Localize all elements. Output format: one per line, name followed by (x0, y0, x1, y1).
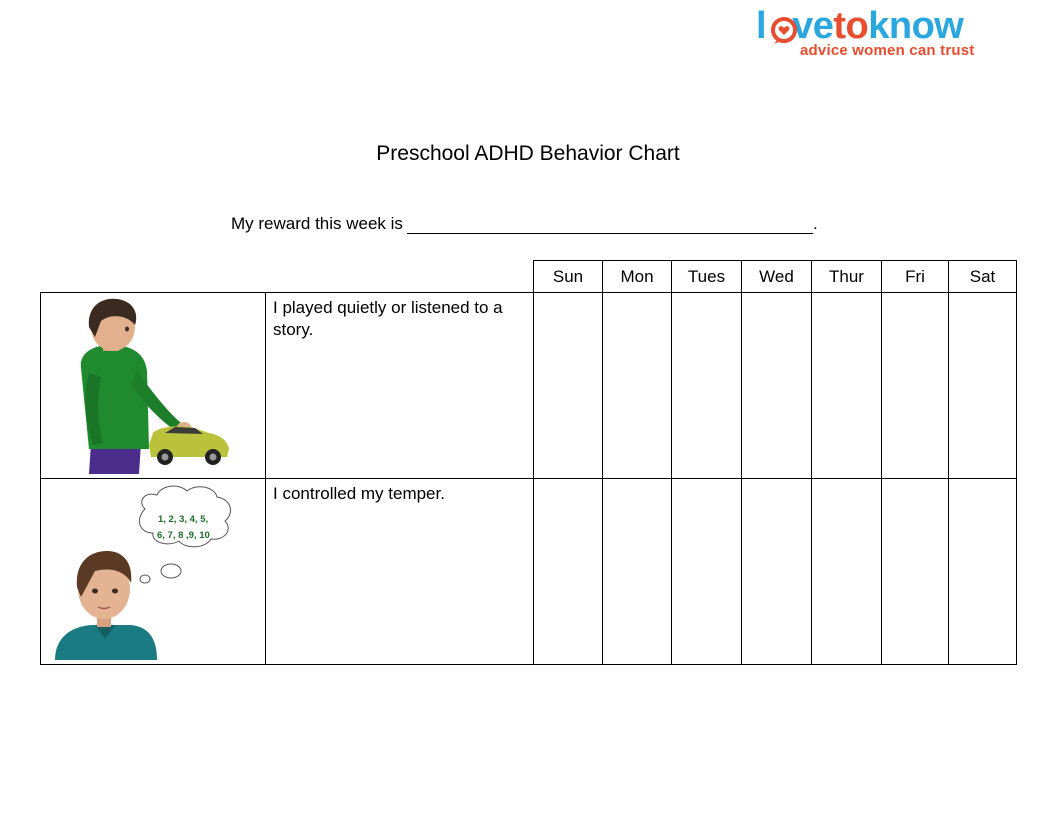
page-title: Preschool ADHD Behavior Chart (376, 142, 680, 165)
logo-letters-to: to (833, 5, 869, 47)
logo-letter-l: l (756, 5, 767, 47)
check-cell-sun[interactable] (534, 479, 603, 665)
behavior-text: I controlled my temper. (266, 479, 534, 665)
check-cell-wed[interactable] (742, 293, 812, 479)
check-cell-sun[interactable] (534, 293, 603, 479)
behavior-row-2 (41, 479, 1017, 665)
check-cell-wed[interactable] (742, 479, 812, 665)
logo-letters-ve: ve (792, 5, 834, 47)
check-cell-thur[interactable] (812, 293, 882, 479)
day-header-sat: Sat (949, 261, 1017, 293)
check-cell-tues[interactable] (672, 479, 742, 665)
day-header-tues: Tues (672, 261, 742, 293)
reward-line (231, 214, 818, 234)
logo-tagline: advice women can trust (800, 42, 975, 59)
check-cell-thur[interactable] (812, 479, 882, 665)
day-header-thur: Thur (812, 261, 882, 293)
heart-o-icon (770, 16, 798, 44)
day-header-mon: Mon (603, 261, 672, 293)
boy-counting-image (41, 479, 266, 665)
check-cell-sat[interactable] (949, 293, 1017, 479)
check-cell-sat[interactable] (949, 479, 1017, 665)
day-header-fri: Fri (882, 261, 949, 293)
reward-period: . (812, 214, 818, 233)
boy-counting-illustration (41, 479, 266, 660)
reward-blank (407, 215, 813, 234)
behavior-text: I played quietly or listened to a story. (266, 293, 534, 479)
day-header-sun: Sun (534, 261, 603, 293)
check-cell-fri[interactable] (882, 479, 949, 665)
reward-label: My reward this week is (231, 214, 403, 233)
header-row (41, 261, 1017, 293)
behavior-row-1 (41, 293, 1017, 479)
lovetoknow-logo[interactable] (756, 4, 1006, 64)
check-cell-fri[interactable] (882, 293, 949, 479)
header-blank (41, 261, 534, 293)
day-header-wed: Wed (742, 261, 812, 293)
check-cell-mon[interactable] (603, 479, 672, 665)
boy-with-toy-car-illustration (41, 293, 266, 474)
check-cell-mon[interactable] (603, 293, 672, 479)
thought-line-1: 1, 2, 3, 4, 5, (158, 514, 209, 525)
logo-letters-know: know (868, 5, 964, 47)
thought-line-2: 6, 7, 8 ,9, 10 (157, 530, 210, 541)
check-cell-tues[interactable] (672, 293, 742, 479)
boy-with-toy-car-image (41, 293, 266, 479)
behavior-chart (40, 260, 1017, 665)
